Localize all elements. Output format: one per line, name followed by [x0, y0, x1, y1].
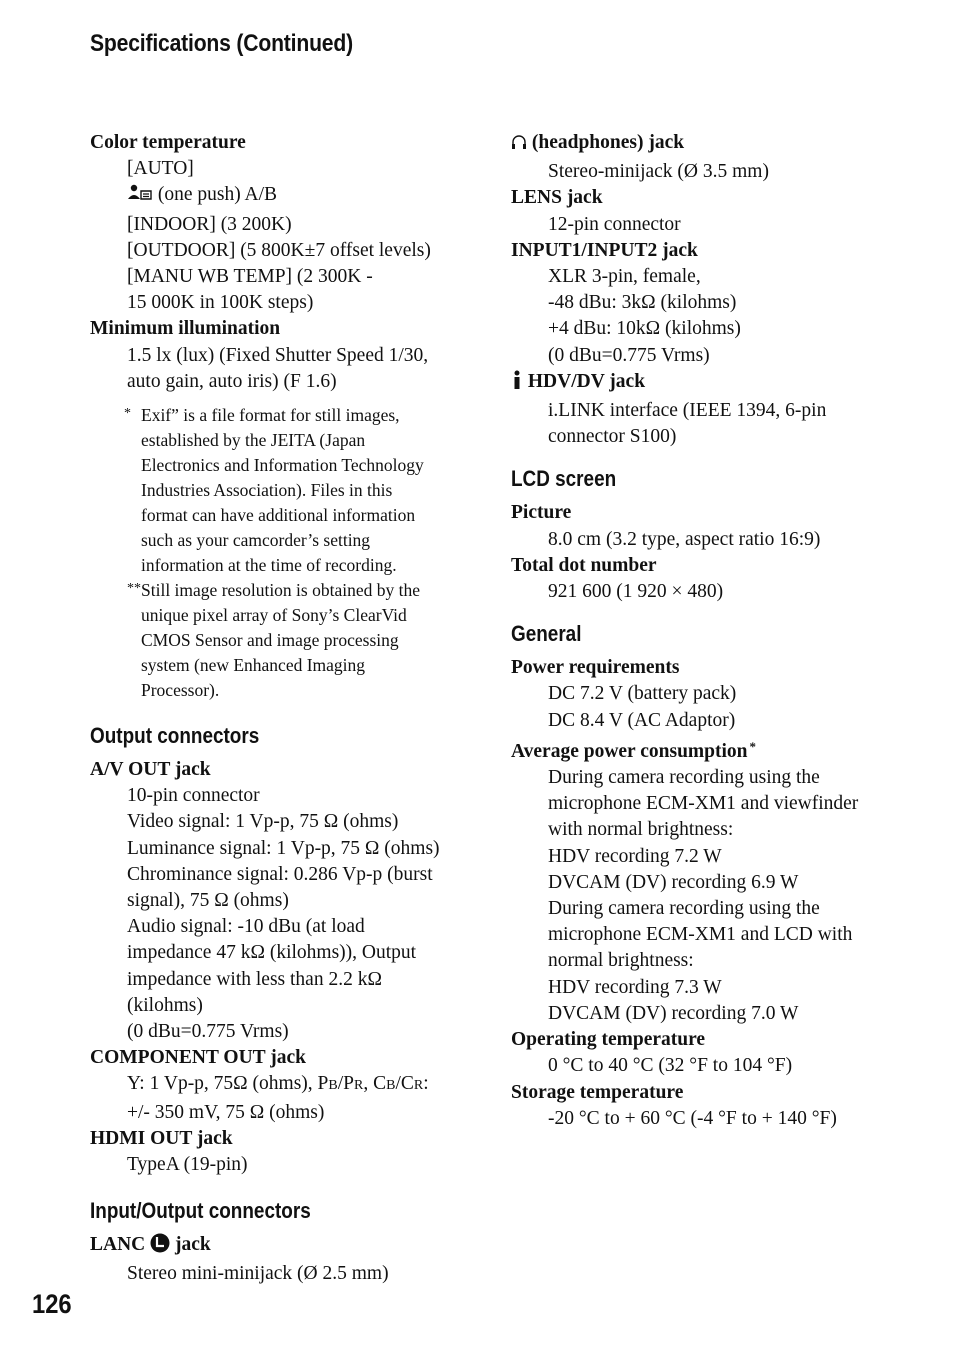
spec-value: 8.0 cm (3.2 type, aspect ratio 16:9)	[548, 528, 821, 550]
spec-value: Y: 1 Vp-p, 75Ω (ohms), PB/PR, CB/CR:	[127, 1073, 429, 1095]
spec-value: with normal brightness:	[548, 819, 734, 841]
spec-value: HDV recording 7.3 W	[548, 976, 722, 998]
one-push-wb-icon	[127, 183, 153, 211]
spec-label-headphones: (headphones) jack	[511, 130, 891, 159]
spec-value: (one push) A/B	[90, 182, 462, 211]
spec-value: Luminance signal: 1 Vp-p, 75 Ω (ohms)	[127, 837, 440, 859]
spec-value: 10-pin connector	[127, 785, 260, 807]
spec-value: Stereo-minijack (Ø 3.5 mm)	[548, 161, 769, 183]
right-column	[511, 130, 891, 1132]
spec-value: signal), 75 Ω (ohms)	[127, 890, 289, 912]
spec-value: [AUTO]	[127, 158, 194, 180]
lanc-icon	[150, 1233, 170, 1261]
spec-label-av-out: A/V OUT jack	[90, 759, 211, 781]
spec-value: During camera recording using the	[548, 898, 820, 920]
spec-value: DC 7.2 V (battery pack)	[548, 683, 737, 705]
section-title-input-output-connectors: Input/Output connectors	[90, 1198, 311, 1224]
section-title-output-connectors: Output connectors	[90, 723, 260, 749]
spec-label-total-dot: Total dot number	[511, 554, 657, 576]
spec-value: +4 dBu: 10kΩ (kilohms)	[548, 318, 741, 340]
spec-value: 12-pin connector	[548, 213, 681, 235]
spec-label-lanc: LANC jack	[90, 1232, 462, 1261]
spec-label-picture: Picture	[511, 502, 572, 524]
spec-value: TypeA (19-pin)	[127, 1154, 248, 1176]
spec-value: 15 000K in 100K steps)	[127, 292, 314, 314]
spec-value: normal brightness:	[548, 950, 694, 972]
spec-value: Stereo mini-minijack (Ø 2.5 mm)	[127, 1263, 389, 1285]
footnotes	[90, 403, 462, 703]
footnote-mark: **	[127, 581, 141, 597]
spec-value: microphone ECM-XM1 and LCD with	[548, 924, 853, 946]
left-column	[90, 130, 462, 1288]
spec-value: DC 8.4 V (AC Adaptor)	[548, 709, 736, 731]
spec-value: auto gain, auto iris) (F 1.6)	[127, 370, 337, 392]
spec-label-operating-temp: Operating temperature	[511, 1029, 706, 1051]
page-title: Specifications (Continued)	[90, 30, 353, 57]
spec-value: [MANU WB TEMP] (2 300K -	[127, 266, 373, 288]
ilink-icon	[511, 370, 523, 398]
spec-label-hdv-dv: HDV/DV jack	[511, 369, 891, 398]
headphones-icon	[511, 133, 527, 159]
spec-value: [INDOOR] (3 200K)	[127, 213, 292, 235]
section-title-general: General	[511, 621, 582, 647]
spec-value: DVCAM (DV) recording 7.0 W	[548, 1002, 799, 1024]
spec-label-input: INPUT1/INPUT2 jack	[511, 239, 698, 261]
spec-value: -20 °C to + 60 °C (-4 °F to + 140 °F)	[548, 1107, 837, 1129]
spec-value: 0 °C to 40 °C (32 °F to 104 °F)	[548, 1055, 793, 1077]
spec-value: (kilohms)	[127, 994, 203, 1016]
footnote-resolution: ** Still image resolution is obtained by the unique pixel array of Sony’s ClearVid CMOS Sensor and image processing system (new Enhanced Imaging Processor).	[90, 578, 462, 703]
spec-value: (0 dBu=0.775 Vrms)	[548, 344, 710, 366]
spec-value: During camera recording using the	[548, 767, 820, 789]
spec-value: -48 dBu: 3kΩ (kilohms)	[548, 292, 737, 314]
spec-value: +/- 350 mV, 75 Ω (ohms)	[127, 1101, 325, 1123]
footnote-mark: *	[124, 406, 131, 422]
spec-value: impedance 47 kΩ (kilohms)), Output	[127, 942, 417, 964]
footnote-mark: *	[749, 738, 757, 754]
spec-value: HDV recording 7.2 W	[548, 845, 722, 867]
spec-value: XLR 3-pin, female,	[548, 266, 701, 288]
spec-label-hdmi-out: HDMI OUT jack	[90, 1127, 233, 1149]
spec-value: impedance with less than 2.2 kΩ	[127, 968, 382, 990]
section-title-lcd-screen: LCD screen	[511, 466, 617, 492]
spec-value: connector S100)	[548, 426, 677, 448]
spec-value: 921 600 (1 920 × 480)	[548, 581, 724, 603]
spec-label-power: Power requirements	[511, 657, 680, 679]
spec-value: [OUTDOOR] (5 800K±7 offset levels)	[127, 239, 431, 261]
spec-value: i.LINK interface (IEEE 1394, 6-pin	[548, 400, 827, 422]
spec-value: 1.5 lx (lux) (Fixed Shutter Speed 1/30,	[127, 344, 429, 366]
spec-label-color-temperature: Color temperature	[90, 132, 246, 153]
spec-value: (0 dBu=0.775 Vrms)	[127, 1021, 289, 1043]
page-number: 126	[32, 1289, 72, 1319]
spec-label-lens: LENS jack	[511, 187, 603, 209]
spec-label-minimum-illumination: Minimum illumination	[90, 318, 281, 340]
spec-value: DVCAM (DV) recording 6.9 W	[548, 871, 799, 893]
spec-value: Audio signal: -10 dBu (at load	[127, 916, 365, 938]
spec-label-storage-temp: Storage temperature	[511, 1081, 684, 1103]
spec-value: Video signal: 1 Vp-p, 75 Ω (ohms)	[127, 811, 399, 833]
spec-label-avg-power: Average power consumption *	[511, 738, 757, 762]
footnote-exif: * Exif” is a file format for still images, established by the JEITA (Japan Electronics and Information Technology Industries Association). Files in this format can have additional information such as your camcorder’s setting information at the time of recording.	[90, 403, 462, 578]
spec-value: Chrominance signal: 0.286 Vp-p (burst	[127, 863, 433, 885]
spec-label-component-out: COMPONENT OUT jack	[90, 1047, 306, 1069]
spec-value: microphone ECM-XM1 and viewfinder	[548, 793, 859, 815]
